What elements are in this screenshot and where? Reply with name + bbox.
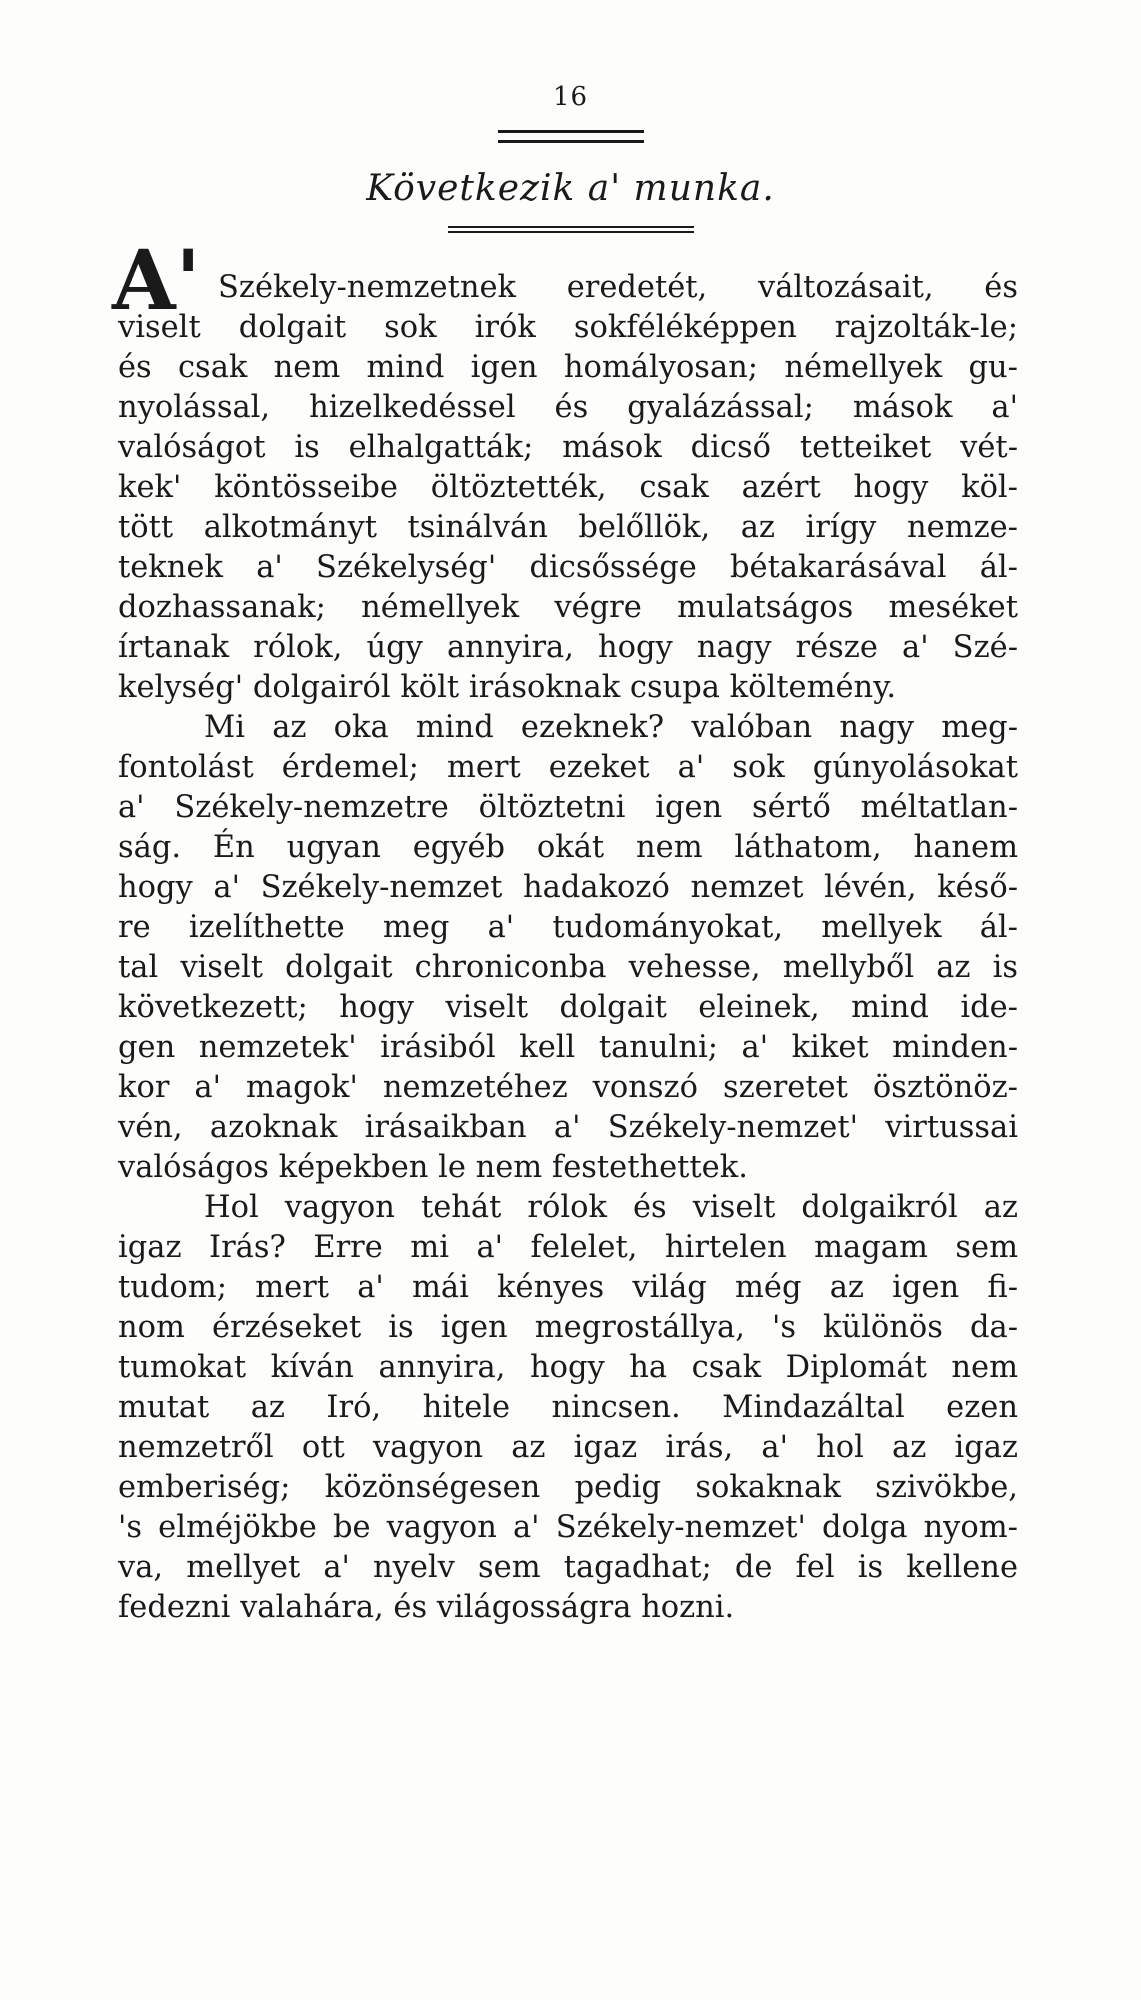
text-line: igaz Irás? Erre mi a' felelet, hirtelen magam sem: [118, 1230, 1018, 1265]
text-line: Székely-nemzetnek eredetét, változásait, és: [218, 270, 1018, 305]
text-line: kelység' dolgairól költ irásoknak csupa költemény.: [118, 670, 897, 705]
text-line: kor a' magok' nemzetéhez vonszó szeretet ösztönöz-: [118, 1070, 1018, 1105]
text-line: Mi az oka mind ezeknek? valóban nagy meg-: [204, 710, 1018, 745]
text-line: fedezni valahára, és világosságra hozni.: [118, 1590, 735, 1625]
text-line: tudom; mert a' mái kényes világ még az igen fi-: [118, 1270, 1018, 1305]
text-line: dozhassanak; némellyek végre mulatságos meséket: [118, 590, 1018, 625]
text-line: teknek a' Székelység' dicsőssége bétakarásával ál-: [118, 550, 1018, 585]
text-line: ság. Én ugyan egyéb okát nem láthatom, hanem: [118, 830, 1018, 865]
text-line: következett; hogy viselt dolgait eleinek, mind ide-: [118, 990, 1018, 1025]
heading-underline-rule: [448, 226, 694, 233]
text-line: viselt dolgait sok irók sokféléképpen rajzolták-le;: [118, 310, 1018, 345]
drop-cap: A': [112, 233, 201, 329]
text-line: fontolást érdemel; mert ezeket a' sok gúnyolásokat: [118, 750, 1018, 785]
text-line: a' Székely-nemzetre öltöztetni igen sértő méltatlan-: [118, 790, 1018, 825]
text-line: és csak nem mind igen homályosan; némellyek gu-: [118, 350, 1018, 385]
text-line: emberiség; közönségesen pedig sokaknak szivökbe,: [118, 1470, 1018, 1505]
text-line: vén, azoknak irásaikban a' Székely-nemzet' virtussai: [118, 1110, 1018, 1145]
section-heading: Következik a' munka.: [366, 168, 775, 209]
text-line: tött alkotmányt tsinálván belőllök, az irígy nemze-: [118, 510, 1018, 545]
text-line: Hol vagyon tehát rólok és viselt dolgaikról az: [204, 1190, 1018, 1225]
text-line: mutat az Iró, hitele nincsen. Mindazáltal ezen: [118, 1390, 1018, 1425]
text-line: tal viselt dolgait chroniconba vehesse, mellyből az is: [118, 950, 1018, 985]
text-line: valóságos képekben le nem festethettek.: [118, 1150, 748, 1185]
page-number: 16: [552, 82, 589, 112]
text-line: írtanak rólok, úgy annyira, hogy nagy része a' Szé-: [118, 630, 1018, 665]
text-line: nemzetről ott vagyon az igaz irás, a' hol az igaz: [118, 1430, 1018, 1465]
header-double-rule: [498, 130, 644, 143]
text-line: valóságot is elhalgatták; mások dicső tetteiket vét-: [118, 430, 1018, 465]
text-line: hogy a' Székely-nemzet hadakozó nemzet lévén, késő-: [118, 870, 1018, 905]
text-line: nyolással, hizelkedéssel és gyalázással; mások a': [118, 390, 1018, 425]
text-line: kek' köntösseibe öltöztették, csak azért hogy köl-: [118, 470, 1018, 505]
text-line: 's elméjökbe be vagyon a' Székely-nemzet' dolga nyom-: [118, 1510, 1018, 1545]
text-line: va, mellyet a' nyelv sem tagadhat; de fel is kellene: [118, 1550, 1018, 1585]
text-line: nom érzéseket is igen megrostállya, 's különös da-: [118, 1310, 1018, 1345]
text-line: gen nemzetek' irásiból kell tanulni; a' kiket minden-: [118, 1030, 1018, 1065]
text-line: tumokat kíván annyira, hogy ha csak Diplomát nem: [118, 1350, 1018, 1385]
text-line: re izelíthette meg a' tudományokat, mellyek ál-: [118, 910, 1018, 945]
